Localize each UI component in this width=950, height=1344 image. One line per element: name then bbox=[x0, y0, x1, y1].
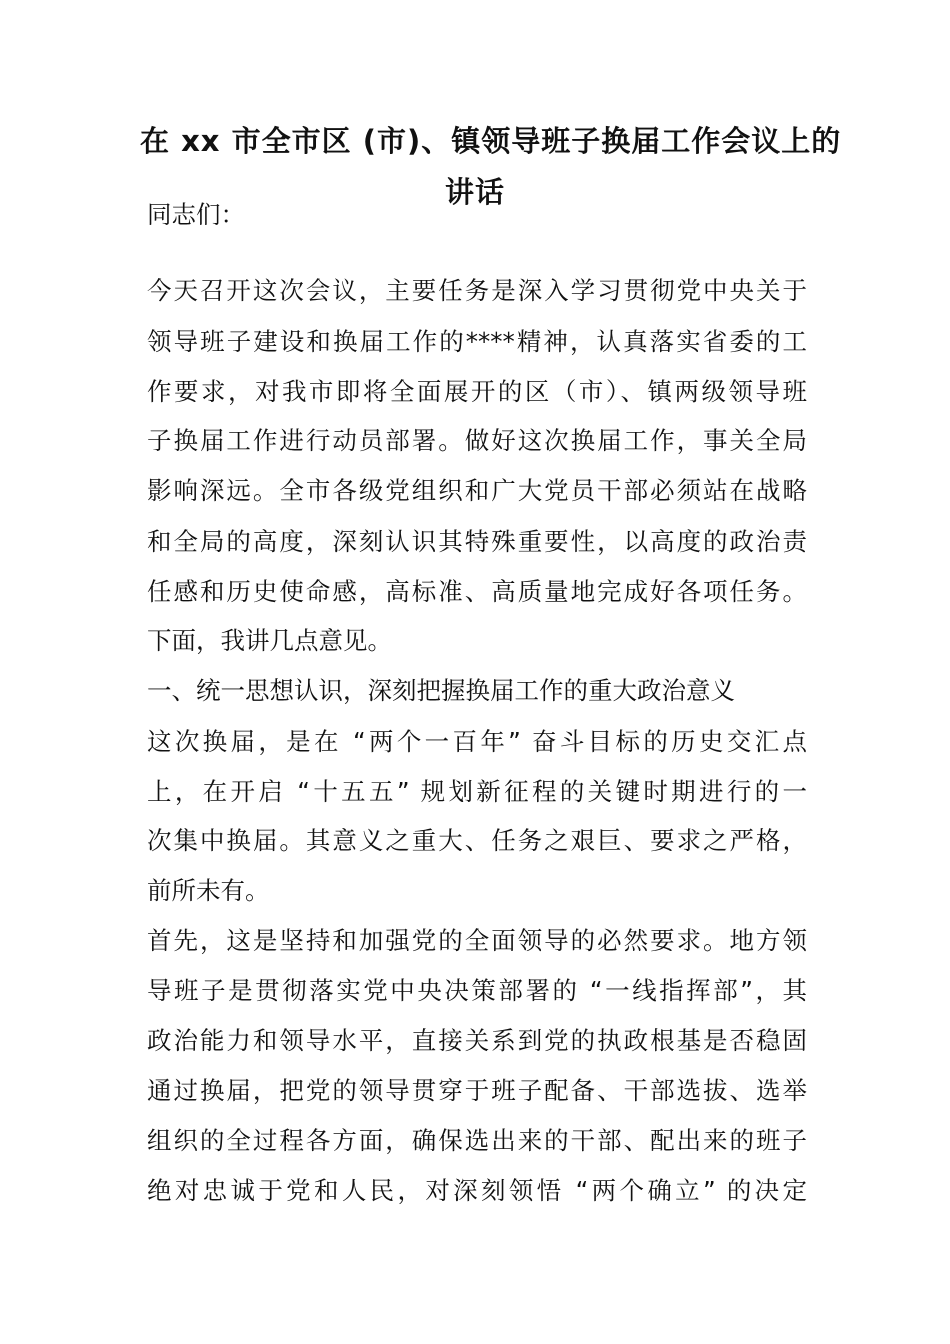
body-line: 任感和历史使命感，高标准、高质量地完成好各项任务。 bbox=[147, 577, 807, 606]
body-line: 作要求，对我市即将全面展开的区（市）、镇两级领导班 bbox=[147, 377, 807, 406]
body-line: 绝对忠诚于党和人民，对深刻领悟 “两个确立” 的决定 bbox=[147, 1176, 807, 1205]
body-line: 次集中换届。其意义之重大、任务之艰巨、要求之严格， bbox=[147, 826, 807, 855]
body-line: 政治能力和领导水平，直接关系到党的执政根基是否稳固 bbox=[147, 1026, 807, 1055]
section-heading: 一、统一思想认识，深刻把握换届工作的重大政治意义 bbox=[147, 676, 735, 705]
body-line: 通过换届，把党的领导贯穿于班子配备、干部选拔、选举 bbox=[147, 1076, 807, 1105]
body-line: 这次换届，是在 “两个一百年” 奋斗目标的历史交汇点 bbox=[147, 727, 807, 756]
document-title-line-2: 讲话 bbox=[444, 175, 505, 209]
body-line: 组织的全过程各方面，确保选出来的干部、配出来的班子 bbox=[147, 1126, 807, 1155]
body-line: 今天召开这次会议，主要任务是深入学习贯彻党中央关于 bbox=[147, 276, 807, 305]
body-line: 和全局的高度，深刻认识其特殊重要性，以高度的政治责 bbox=[147, 527, 807, 556]
body-line: 影响深远。全市各级党组织和广大党员干部必须站在战略 bbox=[147, 476, 807, 505]
body-line: 下面，我讲几点意见。 bbox=[147, 626, 392, 655]
body-line: 上，在开启 “十五五” 规划新征程的关键时期进行的一 bbox=[147, 777, 807, 806]
salutation: 同志们： bbox=[147, 200, 245, 229]
body-line: 前所未有。 bbox=[147, 876, 270, 905]
body-line: 导班子是贯彻落实党中央决策部署的 “一线指挥部”，其 bbox=[147, 976, 807, 1005]
document-title-line-1: 在 xx 市全市区 (市)、镇领导班子换届工作会议上的 bbox=[140, 124, 842, 158]
body-line: 首先，这是坚持和加强党的全面领导的必然要求。地方领 bbox=[147, 926, 807, 955]
body-line: 领导班子建设和换届工作的****精神，认真落实省委的工 bbox=[147, 327, 807, 356]
body-line: 子换届工作进行动员部署。做好这次换届工作，事关全局 bbox=[147, 426, 807, 455]
